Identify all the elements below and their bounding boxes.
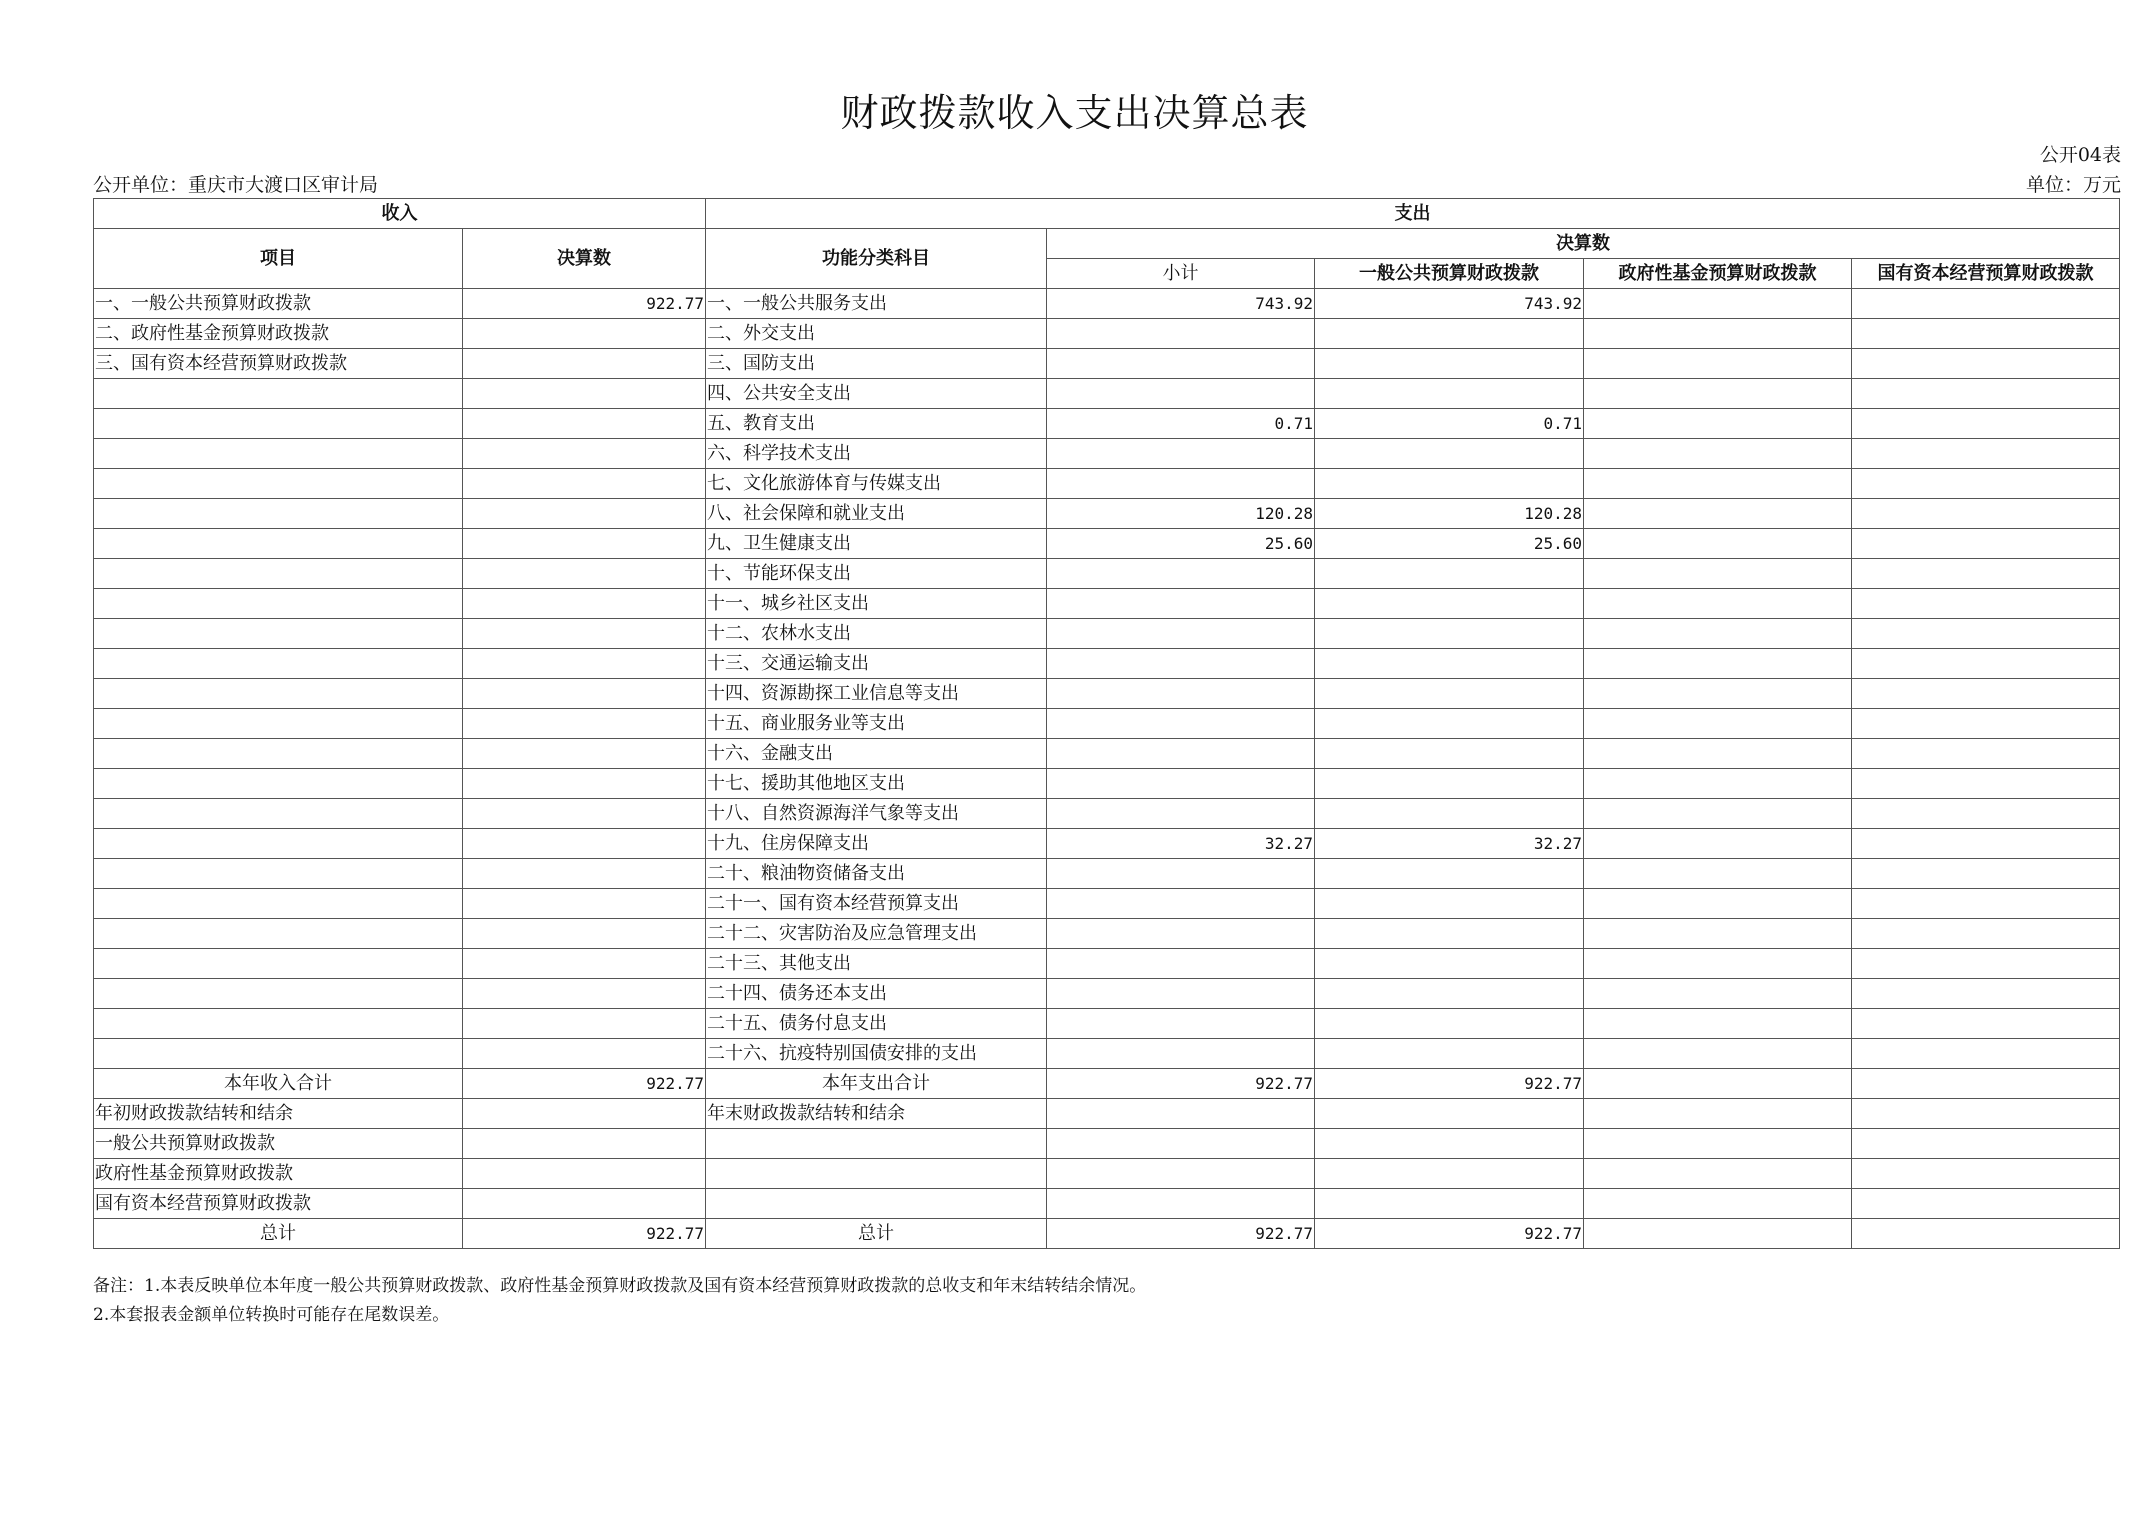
expense-item: 年末财政拨款结转和结余 [706, 1099, 1047, 1129]
income-item [94, 619, 463, 649]
expense-subtotal [1047, 439, 1315, 469]
income-item [94, 499, 463, 529]
income-item: 国有资本经营预算财政拨款 [94, 1189, 463, 1219]
expense-item: 十、节能环保支出 [706, 559, 1047, 589]
income-item [94, 589, 463, 619]
expense-general-budget [1315, 709, 1584, 739]
expense-general-budget [1315, 1189, 1584, 1219]
expense-general-budget [1315, 889, 1584, 919]
expense-general-budget [1315, 859, 1584, 889]
income-item [94, 1039, 463, 1069]
income-item [94, 799, 463, 829]
expense-subtotal: 25.60 [1047, 529, 1315, 559]
income-item: 一、一般公共预算财政拨款 [94, 289, 463, 319]
income-amount [463, 349, 706, 379]
form-number: 公开04表 [2039, 144, 2121, 166]
table-row [94, 889, 2120, 919]
income-item: 政府性基金预算财政拨款 [94, 1159, 463, 1189]
income-amount [463, 589, 706, 619]
table-row [94, 379, 2120, 409]
expense-general-budget [1315, 319, 1584, 349]
expense-gov-fund [1584, 889, 1852, 919]
expense-general-budget [1315, 1159, 1584, 1189]
expense-general-budget [1315, 1129, 1584, 1159]
income-amount [463, 1009, 706, 1039]
expense-item: 十四、资源勘探工业信息等支出 [706, 679, 1047, 709]
expense-state-capital [1852, 1069, 2120, 1099]
expense-state-capital [1852, 379, 2120, 409]
expense-general-budget: 25.60 [1315, 529, 1584, 559]
expense-subtotal [1047, 1099, 1315, 1129]
income-item [94, 469, 463, 499]
table-row [94, 409, 2120, 439]
expense-item: 十一、城乡社区支出 [706, 589, 1047, 619]
header-state-capital: 国有资本经营预算财政拨款 [1852, 259, 2120, 289]
expense-gov-fund [1584, 379, 1852, 409]
expense-total-label: 总计 [706, 1219, 1047, 1249]
table-row [94, 859, 2120, 889]
expense-item: 二十六、抗疫特别国债安排的支出 [706, 1039, 1047, 1069]
expense-subtotal [1047, 889, 1315, 919]
income-amount [463, 649, 706, 679]
table-row [94, 799, 2120, 829]
expense-state-capital [1852, 1129, 2120, 1159]
expense-state-capital [1852, 289, 2120, 319]
income-amount [463, 859, 706, 889]
income-amount [463, 529, 706, 559]
table-row [94, 559, 2120, 589]
expense-gov-fund [1584, 829, 1852, 859]
expense-gov-fund [1584, 529, 1852, 559]
income-amount [463, 1039, 706, 1069]
income-item [94, 949, 463, 979]
income-item [94, 829, 463, 859]
expense-general-budget: 922.77 [1315, 1219, 1584, 1249]
grand-total-row [94, 1219, 2120, 1249]
expense-subtotal [1047, 559, 1315, 589]
expense-item: 一、一般公共服务支出 [706, 289, 1047, 319]
header-func-category: 功能分类科目 [706, 229, 1047, 289]
table-row [94, 289, 2120, 319]
expense-general-budget [1315, 619, 1584, 649]
expense-gov-fund [1584, 499, 1852, 529]
expense-state-capital [1852, 349, 2120, 379]
income-item [94, 649, 463, 679]
expense-state-capital [1852, 439, 2120, 469]
income-item [94, 859, 463, 889]
income-amount [463, 319, 706, 349]
income-amount [463, 1099, 706, 1129]
expense-gov-fund [1584, 409, 1852, 439]
table-row [94, 499, 2120, 529]
expense-subtotal [1047, 769, 1315, 799]
expense-subtotal: 743.92 [1047, 289, 1315, 319]
table-row [94, 349, 2120, 379]
income-item [94, 709, 463, 739]
note-1: 备注：1.本表反映单位本年度一般公共预算财政拨款、政府性基金预算财政拨款及国有资本经营预算财政拨款的总收支和年末结转结余情况。 [93, 1276, 1147, 1296]
expense-item: 二十二、灾害防治及应急管理支出 [706, 919, 1047, 949]
table-row [94, 529, 2120, 559]
expense-subtotal [1047, 1009, 1315, 1039]
table-row [94, 469, 2120, 499]
table-row [94, 709, 2120, 739]
expense-gov-fund [1584, 619, 1852, 649]
expense-item: 八、社会保障和就业支出 [706, 499, 1047, 529]
note-2: 2.本套报表金额单位转换时可能存在尾数误差。 [93, 1305, 450, 1325]
expense-gov-fund [1584, 1189, 1852, 1219]
header-subtotal: 小计 [1047, 259, 1315, 289]
expense-item: 六、科学技术支出 [706, 439, 1047, 469]
expense-general-budget [1315, 679, 1584, 709]
expense-gov-fund [1584, 439, 1852, 469]
expense-gov-fund [1584, 739, 1852, 769]
expense-state-capital [1852, 739, 2120, 769]
income-total-label: 总计 [94, 1219, 463, 1249]
expense-general-budget: 32.27 [1315, 829, 1584, 859]
table-row [94, 739, 2120, 769]
carry-row [94, 1159, 2120, 1189]
year-total-row [94, 1069, 2120, 1099]
expense-item: 二、外交支出 [706, 319, 1047, 349]
expense-general-budget [1315, 559, 1584, 589]
table-row [94, 679, 2120, 709]
expense-item: 十六、金融支出 [706, 739, 1047, 769]
expense-gov-fund [1584, 1069, 1852, 1099]
expense-subtotal [1047, 919, 1315, 949]
expense-state-capital [1852, 1009, 2120, 1039]
expense-item: 十五、商业服务业等支出 [706, 709, 1047, 739]
expense-general-budget [1315, 919, 1584, 949]
table-body [94, 289, 2120, 1249]
expense-general-budget [1315, 949, 1584, 979]
income-amount [463, 1189, 706, 1219]
income-total-label: 本年收入合计 [94, 1069, 463, 1099]
income-amount [463, 469, 706, 499]
expense-item: 十九、住房保障支出 [706, 829, 1047, 859]
expense-item: 十八、自然资源海洋气象等支出 [706, 799, 1047, 829]
table-row [94, 649, 2120, 679]
expense-subtotal: 32.27 [1047, 829, 1315, 859]
expense-general-budget [1315, 1099, 1584, 1129]
table-row [94, 589, 2120, 619]
income-amount [463, 739, 706, 769]
table-row [94, 769, 2120, 799]
income-amount [463, 769, 706, 799]
expense-general-budget: 922.77 [1315, 1069, 1584, 1099]
expense-subtotal: 922.77 [1047, 1069, 1315, 1099]
expense-gov-fund [1584, 709, 1852, 739]
expense-item [706, 1159, 1047, 1189]
header-row-1 [94, 199, 2120, 229]
expense-gov-fund [1584, 1129, 1852, 1159]
expense-general-budget: 0.71 [1315, 409, 1584, 439]
expense-general-budget: 743.92 [1315, 289, 1584, 319]
expense-gov-fund [1584, 559, 1852, 589]
income-total-amount: 922.77 [463, 1219, 706, 1249]
expense-item: 十三、交通运输支出 [706, 649, 1047, 679]
income-item [94, 739, 463, 769]
income-item [94, 1009, 463, 1039]
expense-item: 十七、援助其他地区支出 [706, 769, 1047, 799]
expense-state-capital [1852, 559, 2120, 589]
header-general-budget: 一般公共预算财政拨款 [1315, 259, 1584, 289]
expense-general-budget [1315, 769, 1584, 799]
expense-item: 二十四、债务还本支出 [706, 979, 1047, 1009]
table-row [94, 439, 2120, 469]
income-amount [463, 1159, 706, 1189]
income-amount [463, 889, 706, 919]
unit-label: 单位：万元 [2025, 174, 2121, 196]
expense-state-capital [1852, 529, 2120, 559]
expense-gov-fund [1584, 589, 1852, 619]
expense-item: 七、文化旅游体育与传媒支出 [706, 469, 1047, 499]
expense-general-budget [1315, 379, 1584, 409]
table-row [94, 979, 2120, 1009]
header-item: 项目 [94, 229, 463, 289]
expense-item: 五、教育支出 [706, 409, 1047, 439]
expense-gov-fund [1584, 859, 1852, 889]
expense-gov-fund [1584, 319, 1852, 349]
expense-item: 二十一、国有资本经营预算支出 [706, 889, 1047, 919]
expense-gov-fund [1584, 949, 1852, 979]
expense-state-capital [1852, 949, 2120, 979]
header-income: 收入 [94, 199, 706, 229]
expense-subtotal [1047, 1189, 1315, 1219]
income-amount [463, 409, 706, 439]
income-amount [463, 379, 706, 409]
expense-general-budget [1315, 1039, 1584, 1069]
expense-subtotal [1047, 469, 1315, 499]
expense-state-capital [1852, 859, 2120, 889]
expense-general-budget [1315, 469, 1584, 499]
carry-row [94, 1099, 2120, 1129]
expense-general-budget [1315, 649, 1584, 679]
expense-gov-fund [1584, 469, 1852, 499]
expense-gov-fund [1584, 919, 1852, 949]
expense-item: 二十、粮油物资储备支出 [706, 859, 1047, 889]
table-row [94, 619, 2120, 649]
header-row-2 [94, 229, 2120, 259]
header-final-amount: 决算数 [1047, 229, 2120, 259]
table-row [94, 319, 2120, 349]
income-amount [463, 439, 706, 469]
expense-total-label: 本年支出合计 [706, 1069, 1047, 1099]
income-item [94, 919, 463, 949]
expense-state-capital [1852, 769, 2120, 799]
table-row [94, 1009, 2120, 1039]
income-amount [463, 799, 706, 829]
expense-state-capital [1852, 1099, 2120, 1129]
budget-table [93, 198, 2120, 1249]
expense-subtotal [1047, 799, 1315, 829]
expense-subtotal: 922.77 [1047, 1219, 1315, 1249]
expense-subtotal [1047, 1159, 1315, 1189]
income-item: 三、国有资本经营预算财政拨款 [94, 349, 463, 379]
income-item [94, 409, 463, 439]
expense-general-budget [1315, 439, 1584, 469]
expense-subtotal [1047, 349, 1315, 379]
expense-item [706, 1189, 1047, 1219]
expense-subtotal [1047, 1129, 1315, 1159]
expense-state-capital [1852, 679, 2120, 709]
income-item [94, 889, 463, 919]
expense-item: 十二、农林水支出 [706, 619, 1047, 649]
expense-general-budget [1315, 979, 1584, 1009]
expense-item: 四、公共安全支出 [706, 379, 1047, 409]
expense-state-capital [1852, 1159, 2120, 1189]
expense-general-budget [1315, 799, 1584, 829]
income-item: 一般公共预算财政拨款 [94, 1129, 463, 1159]
expense-state-capital [1852, 979, 2120, 1009]
header-expense: 支出 [706, 199, 2120, 229]
expense-state-capital [1852, 649, 2120, 679]
expense-general-budget [1315, 1009, 1584, 1039]
carry-row [94, 1129, 2120, 1159]
expense-state-capital [1852, 919, 2120, 949]
expense-subtotal [1047, 619, 1315, 649]
income-item [94, 979, 463, 1009]
income-amount [463, 949, 706, 979]
expense-state-capital [1852, 799, 2120, 829]
expense-gov-fund [1584, 1219, 1852, 1249]
expense-subtotal [1047, 1039, 1315, 1069]
income-item [94, 559, 463, 589]
expense-gov-fund [1584, 1099, 1852, 1129]
expense-state-capital [1852, 1189, 2120, 1219]
income-item [94, 379, 463, 409]
expense-subtotal [1047, 379, 1315, 409]
expense-state-capital [1852, 319, 2120, 349]
income-item [94, 439, 463, 469]
income-item [94, 769, 463, 799]
expense-item: 二十五、债务付息支出 [706, 1009, 1047, 1039]
income-amount [463, 919, 706, 949]
expense-general-budget [1315, 589, 1584, 619]
expense-gov-fund [1584, 1009, 1852, 1039]
expense-state-capital [1852, 1039, 2120, 1069]
income-item [94, 679, 463, 709]
expense-subtotal: 0.71 [1047, 409, 1315, 439]
expense-general-budget [1315, 739, 1584, 769]
expense-state-capital [1852, 889, 2120, 919]
expense-subtotal [1047, 859, 1315, 889]
expense-gov-fund [1584, 799, 1852, 829]
income-total-amount: 922.77 [463, 1069, 706, 1099]
expense-subtotal [1047, 979, 1315, 1009]
expense-subtotal [1047, 649, 1315, 679]
expense-gov-fund [1584, 289, 1852, 319]
expense-general-budget: 120.28 [1315, 499, 1584, 529]
page-title: 财政拨款收入支出决算总表 [840, 91, 1309, 135]
expense-gov-fund [1584, 769, 1852, 799]
expense-state-capital [1852, 409, 2120, 439]
expense-subtotal [1047, 679, 1315, 709]
expense-item: 三、国防支出 [706, 349, 1047, 379]
header-gov-fund: 政府性基金预算财政拨款 [1584, 259, 1852, 289]
expense-subtotal [1047, 709, 1315, 739]
expense-subtotal [1047, 739, 1315, 769]
income-item: 二、政府性基金预算财政拨款 [94, 319, 463, 349]
expense-state-capital [1852, 499, 2120, 529]
expense-state-capital [1852, 619, 2120, 649]
income-amount [463, 1129, 706, 1159]
org-label: 公开单位：重庆市大渡口区审计局 [93, 174, 379, 196]
expense-item [706, 1129, 1047, 1159]
table-row [94, 949, 2120, 979]
header-amount: 决算数 [463, 229, 706, 289]
table-row [94, 829, 2120, 859]
income-amount [463, 499, 706, 529]
income-amount [463, 709, 706, 739]
income-amount: 922.77 [463, 289, 706, 319]
income-item: 年初财政拨款结转和结余 [94, 1099, 463, 1129]
expense-state-capital [1852, 709, 2120, 739]
expense-item: 九、卫生健康支出 [706, 529, 1047, 559]
expense-subtotal [1047, 319, 1315, 349]
expense-gov-fund [1584, 649, 1852, 679]
expense-gov-fund [1584, 1039, 1852, 1069]
expense-gov-fund [1584, 1159, 1852, 1189]
expense-gov-fund [1584, 349, 1852, 379]
expense-state-capital [1852, 469, 2120, 499]
expense-subtotal: 120.28 [1047, 499, 1315, 529]
expense-general-budget [1315, 349, 1584, 379]
table-row [94, 1039, 2120, 1069]
income-amount [463, 559, 706, 589]
carry-row [94, 1189, 2120, 1219]
income-amount [463, 619, 706, 649]
expense-gov-fund [1584, 679, 1852, 709]
income-amount [463, 979, 706, 1009]
expense-subtotal [1047, 949, 1315, 979]
income-amount [463, 829, 706, 859]
income-amount [463, 679, 706, 709]
expense-gov-fund [1584, 979, 1852, 1009]
expense-state-capital [1852, 829, 2120, 859]
income-item [94, 529, 463, 559]
expense-subtotal [1047, 589, 1315, 619]
expense-state-capital [1852, 589, 2120, 619]
expense-state-capital [1852, 1219, 2120, 1249]
expense-item: 二十三、其他支出 [706, 949, 1047, 979]
table-row [94, 919, 2120, 949]
